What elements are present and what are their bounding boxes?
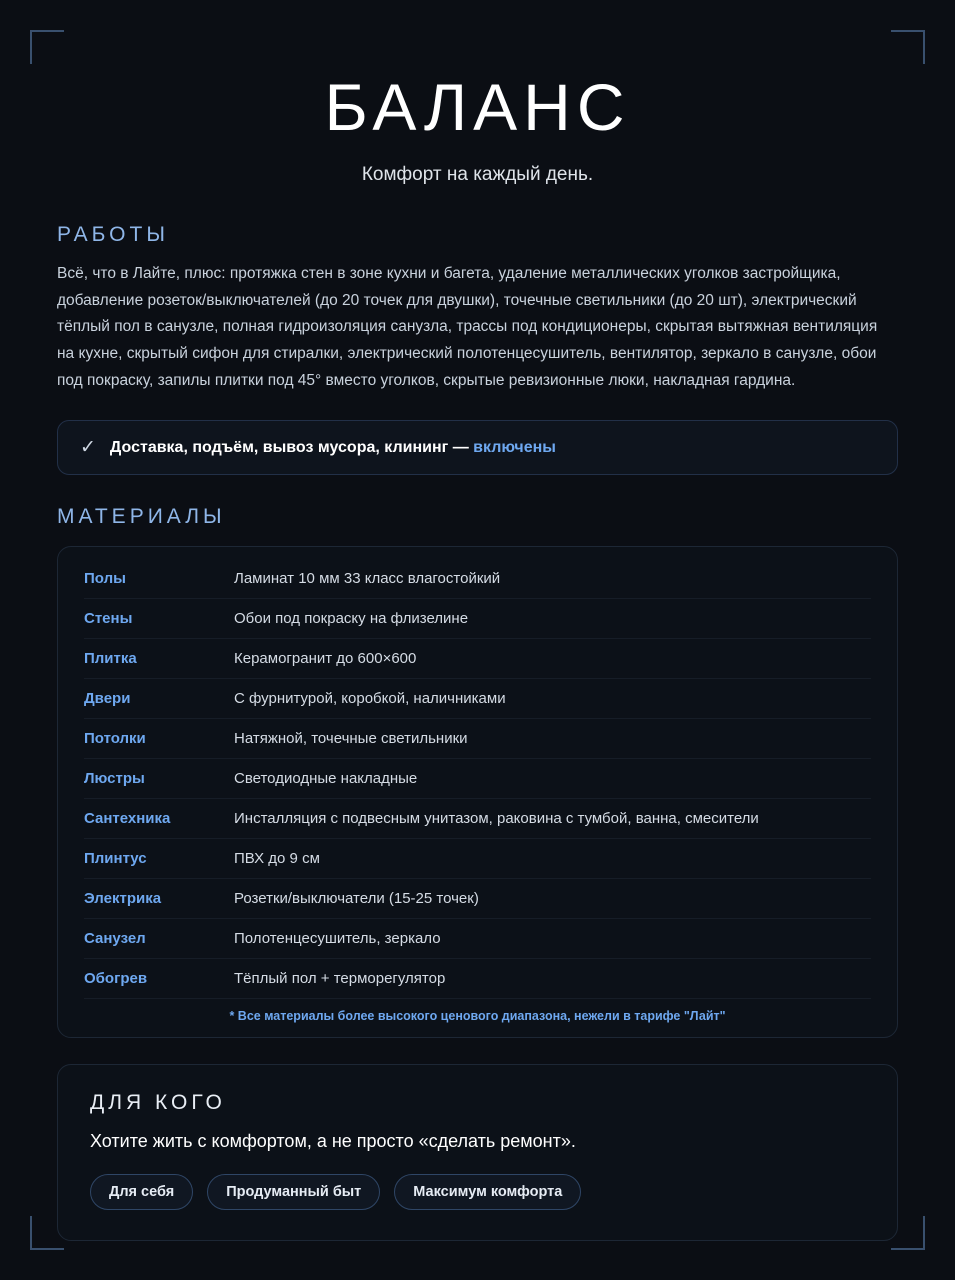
table-row — [84, 559, 871, 599]
material-key: Двери — [84, 690, 131, 708]
chip-for-self[interactable]: Для себя — [90, 1174, 193, 1210]
for-whom-card — [57, 1064, 898, 1241]
material-value: С фурнитурой, коробкой, наличниками — [234, 690, 506, 708]
table-row — [84, 839, 871, 879]
chip-max-comfort[interactable]: Максимум комфорта — [394, 1174, 581, 1210]
section-heading-for-whom: ДЛЯ КОГО — [90, 1091, 226, 1115]
included-banner — [57, 420, 898, 475]
material-key: Стены — [84, 610, 133, 628]
table-row — [84, 759, 871, 799]
material-value: Натяжной, точечные светильники — [234, 730, 468, 748]
material-value: Керамогранит до 600×600 — [234, 650, 417, 668]
material-key: Обогрев — [84, 970, 148, 988]
check-icon: ✓ — [80, 437, 96, 459]
material-key: Электрика — [84, 890, 162, 908]
materials-note: * Все материалы более высокого ценового диапазона, нежели в тарифе "Лайт" — [229, 1009, 726, 1024]
material-key: Санузел — [84, 930, 146, 948]
included-label — [110, 439, 556, 457]
material-value: Светодиодные накладные — [234, 770, 418, 788]
section-heading-works: РАБОТЫ — [57, 223, 169, 246]
page-title: БАЛАНС — [324, 70, 631, 144]
materials-table — [57, 546, 898, 1038]
section-heading-materials: МАТЕРИАЛЫ — [57, 505, 226, 529]
table-row — [84, 799, 871, 839]
chip-thoughtful-living[interactable]: Продуманный быт — [207, 1174, 380, 1210]
works-description: Всё, что в Лайте, плюс: протяжка стен в зоне кухни и багета, удаление металлических уголков застройщика, добавление розеток/выключателей (до 20 точек для двушки), точечные светильники (до 20 шт), электрический тёплый пол в санузле, полная гидроизоляция санузла, трассы под кондиционеры, скрытая вытяжная вентиляция на кухне, скрытый сифон для стиралки, электрический полотенцесушитель, вентилятор, зеркало в санузле, обои под покраску, запилы плитки под 45° вместо уголков, скрытые ревизионные люки, накладная гардина. — [57, 265, 878, 389]
material-key: Полы — [84, 570, 126, 588]
table-row — [84, 719, 871, 759]
included-label-accent: включены — [473, 438, 556, 456]
material-value: Полотенцесушитель, зеркало — [234, 930, 441, 948]
table-row — [84, 599, 871, 639]
table-row — [84, 679, 871, 719]
material-key: Плинтус — [84, 850, 147, 868]
material-value: Инсталляция с подвесным унитазом, раковина с тумбой, ванна, смесители — [234, 810, 759, 828]
material-value: Розетки/выключатели (15-25 точек) — [234, 890, 479, 908]
material-value: Тёплый пол + терморегулятор — [234, 970, 446, 988]
material-value: Ламинат 10 мм 33 класс влагостойкий — [234, 570, 501, 588]
table-row — [84, 639, 871, 679]
table-row — [84, 919, 871, 959]
content-area — [57, 0, 898, 1280]
material-key: Потолки — [84, 730, 146, 748]
material-key: Люстры — [84, 770, 145, 788]
for-whom-description: Хотите жить с комфортом, а не просто «сделать ремонт». — [90, 1131, 576, 1152]
material-value: ПВХ до 9 см — [234, 850, 320, 868]
table-row — [84, 959, 871, 999]
material-key: Плитка — [84, 650, 137, 668]
page-subtitle: Комфорт на каждый день. — [361, 164, 594, 185]
table-row — [84, 879, 871, 919]
material-value: Обои под покраску на флизелине — [234, 610, 469, 628]
included-label-text: Доставка, подъём, вывоз мусора, клининг — — [109, 438, 474, 456]
material-key: Сантехника — [84, 810, 171, 828]
for-whom-chip-list — [90, 1174, 865, 1210]
